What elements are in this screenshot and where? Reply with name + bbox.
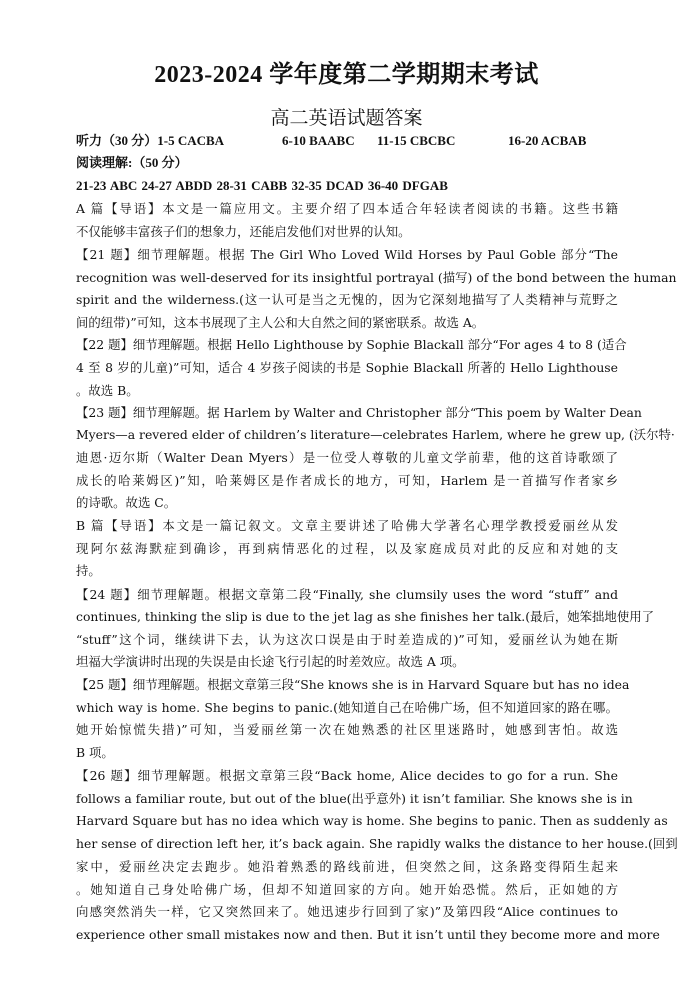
text-line: 向感突然消失一样，它又突然回来了。她迅速步行回到了家)”及第四段“Alice continues to [76,904,618,919]
text-line: 她开始惊慌失措)”可知，当爱丽丝第一次在她熟悉的社区里迷路时，她感到害怕。故选 [76,722,618,737]
text-line: 【25 题】细节理解题。根据文章第三段“She knows she is in Harvard Square but has no idea [76,677,630,692]
text-line: “stuff”这个词，继续讲下去，认为这次口误是由于时差造成的)”可知，爱丽丝认为她在斯 [76,632,618,647]
exam-title: 2023-2024 学年度第二学期期末考试 [154,62,539,88]
text-line: 坦福大学演讲时出现的失误是由长途飞行引起的时差效应。故选 A 项。 [76,654,465,669]
text-line: Myers—a revered elder of children’s literature—celebrates Harlem, where he grew up, (沃尔特· [76,427,675,442]
text-line: 【21 题】细节理解题。根据 The Girl Who Loved Wild Horses by Paul Goble 部分“The [76,247,618,262]
text-line: continues, thinking the slip is due to the jet lag as she finishes her talk.(最后，她笨拙地使用了 [76,609,654,624]
exam-subtitle: 高二英语试题答案 [270,107,423,129]
reading-answers: 21-23 ABC 24-27 ABDD 28-31 CABB 32-35 DCAD 36-40 DFGAB [76,178,448,193]
text-line: 【23 题】细节理解题。据 Harlem by Walter and Christopher 部分“This poem by Walter Dean [76,405,642,420]
text-line: 迪恩·迈尔斯（Walter Dean Myers）是一位受人尊敬的儿童文学前辈，他的这首诗歌颂了 [76,450,618,465]
text-line: 4 至 8 岁的儿童)”可知，适合 4 岁孩子阅读的书是 Sophie Blackall 所著的 Hello Lighthouse [76,360,618,375]
text-line: Harvard Square but has no idea which way is home. She begins to panic. Then as suddenly as [76,813,668,828]
text-line: 【26 题】细节理解题。根据文章第三段“Back home, Alice decides to go for a run. She [76,768,618,783]
text-line: 家中，爱丽丝决定去跑步。她沿着熟悉的路线前进，但突然之间，这条路变得陌生起来 [76,859,618,874]
reading-label: 阅读理解:（50 分） [76,155,188,170]
listening-group-3: 11-15 CBCBC [377,133,456,148]
text-line: B 篇【导语】本文是一篇记叙文。文章主要讲述了哈佛大学著名心理学教授爱丽丝从发 [76,518,618,533]
listening-group-2: 6-10 BAABC [282,133,355,148]
text-line: spirit and the wilderness.(这一认可是当之无愧的，因为它深刻地描写了人类精神与荒野之 [76,292,618,307]
text-line: 不仅能够丰富孩子们的想象力，还能启发他们对世界的认知。 [76,224,411,239]
text-line: experience other small mistakes now and then. But it isn’t until they become more and more [76,927,660,942]
listening-group-4: 16-20 ACBAB [508,133,587,148]
text-line: 成长的哈莱姆区)”知，哈莱姆区是作者成长的地方，可知，Harlem 是一首描写作者家乡 [76,473,618,488]
text-line: 现阿尔兹海默症到确诊，再到病情恶化的过程，以及家庭成员对此的反应和对她的支 [76,541,618,556]
text-line: A 篇【导语】本文是一篇应用文。主要介绍了四本适合年轻读者阅读的书籍。这些书籍 [76,201,618,216]
text-line: 。故选 B。 [76,383,139,398]
listening-answers [76,131,636,151]
text-line: 【24 题】细节理解题。根据文章第二段“Finally, she clumsily uses the word “stuff” and [76,587,618,602]
text-line: which way is home. She begins to panic.(她知道自己在哈佛广场，但不知道回家的路在哪。 [76,700,618,715]
text-line: 。她知道自己身处哈佛广场，但却不知道回家的方向。她开始恐慌。然后，正如她的方 [76,882,618,897]
text-line: B 项。 [76,745,114,760]
text-line: 【22 题】细节理解题。根据 Hello Lighthouse by Sophie Blackall 部分“For ages 4 to 8 (适合 [76,337,627,352]
text-line: follows a familiar route, but out of the blue(出乎意外) it isn’t familiar. She knows she is in [76,791,633,806]
text-line: recognition was well-deserved for its insightful portrayal (描写) of the bond between the human [76,270,677,285]
text-line: her sense of direction left her, it’s back again. She rapidly walks the distance to her house.(回到 [76,836,678,851]
text-line: 间的纽带)”可知，这本书展现了主人公和大自然之间的紧密联系。故选 A。 [76,315,485,330]
text-line: 持。 [76,563,101,578]
text-line: 的诗歌。故选 C。 [76,495,177,510]
listening-group-1: 听力（30 分）1-5 CACBA [76,133,225,148]
